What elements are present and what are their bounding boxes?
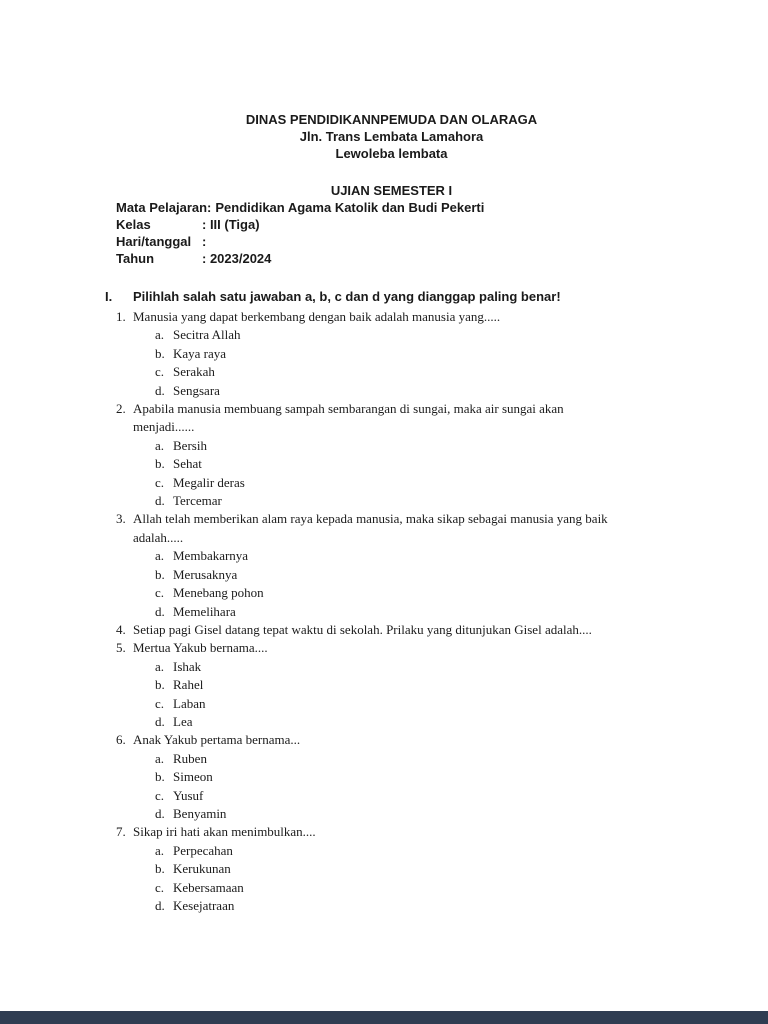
option-letter: c.: [155, 364, 165, 380]
question-number: 2.: [116, 401, 126, 417]
question-text: Setiap pagi Gisel datang tepat waktu di sekolah. Prilaku yang ditunjukan Gisel adalah....: [133, 621, 592, 637]
option-item: [155, 455, 618, 473]
option-item: [155, 676, 618, 694]
option-item: [155, 382, 618, 400]
option-letter: d.: [155, 382, 165, 398]
section-number: I.: [105, 289, 113, 304]
option-item: [155, 897, 618, 915]
option-letter: b.: [155, 769, 165, 785]
option-letter: b.: [155, 456, 165, 472]
meta-row-date: [116, 233, 678, 250]
question-number: 1.: [116, 309, 126, 324]
option-item: [155, 658, 618, 676]
option-list: [133, 547, 618, 621]
option-item: [155, 326, 618, 344]
option-text: Kaya raya: [173, 345, 227, 361]
section-heading: [105, 288, 678, 305]
address-line: Jln. Trans Lembata Lamahora: [299, 129, 484, 144]
question-number: 5.: [116, 640, 126, 656]
meta-value-class: : III (Tiga): [202, 217, 260, 232]
question-body: [133, 731, 618, 823]
option-letter: d.: [155, 713, 165, 729]
exam-meta: [116, 199, 678, 267]
option-letter: a.: [155, 658, 165, 674]
option-letter: d.: [155, 603, 165, 619]
option-item: [155, 345, 618, 363]
option-text: Perpecahan: [173, 842, 233, 858]
option-text: Secitra Allah: [173, 327, 241, 343]
exam-title: UJIAN SEMESTER I: [330, 183, 453, 198]
option-text: Memelihara: [173, 603, 236, 619]
question-list: [105, 308, 678, 915]
question-item: [105, 621, 678, 639]
org-name: DINAS PENDIDIKANNPEMUDA DAN OLARAGA: [245, 112, 538, 127]
meta-label-year: Tahun: [116, 251, 155, 266]
option-list: [133, 750, 618, 824]
option-letter: b.: [155, 345, 165, 361]
option-item: [155, 713, 618, 731]
option-text: Serakah: [173, 364, 215, 380]
option-letter: b.: [155, 677, 165, 693]
option-item: [155, 805, 618, 823]
option-letter: a.: [155, 327, 165, 343]
question-body: [133, 639, 618, 731]
option-text: Laban: [173, 695, 206, 711]
option-text: Kesejatraan: [173, 898, 235, 913]
option-text: Simeon: [173, 769, 213, 785]
meta-row-year: [116, 250, 678, 267]
meta-value-year: : 2023/2024: [202, 251, 272, 266]
option-item: [155, 547, 618, 565]
option-text: Yusuf: [173, 787, 204, 803]
question-body: [133, 400, 618, 510]
option-text: Megalir deras: [173, 474, 245, 490]
meta-row-subject: [116, 199, 678, 216]
question-text: Sikap iri hati akan menimbulkan....: [133, 824, 316, 840]
meta-label-class: Kelas: [116, 217, 151, 232]
question-body: [133, 823, 618, 915]
meta-label-date: Hari/tanggal: [116, 234, 192, 249]
option-text: Merusaknya: [173, 566, 238, 582]
option-letter: d.: [155, 493, 165, 509]
option-item: [155, 492, 618, 510]
option-text: Benyamin: [173, 805, 227, 821]
question-body: [133, 510, 618, 620]
meta-label-subject: Mata Pelajaran:: [116, 200, 212, 215]
option-item: [155, 603, 618, 621]
question-item: [105, 400, 678, 510]
option-item: [155, 787, 618, 805]
option-text: Ishak: [173, 658, 202, 674]
meta-value-subject: Pendidikan Agama Katolik dan Budi Pekerti: [215, 200, 485, 215]
question-number: 3.: [116, 511, 126, 527]
option-text: Kerukunan: [173, 861, 231, 877]
question-number: 4.: [116, 621, 126, 637]
option-text: Tercemar: [173, 493, 222, 509]
question-text: Manusia yang dapat berkembang dengan baik adalah manusia yang.....: [133, 309, 501, 324]
option-text: Menebang pohon: [173, 585, 264, 601]
option-letter: c.: [155, 879, 165, 895]
option-text: Sengsara: [173, 382, 220, 398]
city-line: Lewoleba lembata: [335, 146, 448, 161]
option-letter: a.: [155, 548, 165, 564]
option-letter: d.: [155, 805, 165, 821]
option-text: Sehat: [173, 456, 202, 472]
option-item: [155, 584, 618, 602]
option-text: Ruben: [173, 750, 207, 766]
option-letter: c.: [155, 474, 165, 490]
question-text: Allah telah memberikan alam raya kepada manusia, maka sikap sebagai manusia yang baik adalah.....: [133, 511, 608, 545]
option-item: [155, 842, 618, 860]
option-item: [155, 768, 618, 786]
question-text: Anak Yakub pertama bernama...: [133, 732, 301, 748]
question-body: [133, 308, 618, 400]
section-instruction: Pilihlah salah satu jawaban a, b, c dan d yang dianggap paling benar!: [133, 289, 561, 304]
option-item: [155, 695, 618, 713]
option-item: [155, 474, 618, 492]
option-letter: b.: [155, 566, 165, 582]
option-letter: d.: [155, 898, 165, 913]
option-text: Bersih: [173, 437, 207, 453]
option-item: [155, 750, 618, 768]
option-list: [133, 437, 618, 511]
option-letter: a.: [155, 750, 165, 766]
question-item: [105, 731, 678, 823]
option-text: Rahel: [173, 677, 204, 693]
option-item: [155, 860, 618, 878]
question-number: 6.: [116, 732, 126, 748]
question-item: [105, 308, 678, 400]
question-text: Mertua Yakub bernama....: [133, 640, 268, 656]
page-footer-bar: [0, 1011, 768, 1024]
option-item: [155, 879, 618, 897]
question-number: 7.: [116, 824, 126, 840]
option-text: Membakarnya: [173, 548, 249, 564]
option-list: [133, 326, 618, 400]
option-letter: c.: [155, 585, 165, 601]
question-body: [133, 621, 618, 639]
question-item: [105, 639, 678, 731]
meta-row-class: [116, 216, 678, 233]
option-list: [133, 842, 618, 916]
question-item: [105, 510, 678, 620]
option-item: [155, 437, 618, 455]
option-text: Kebersamaan: [173, 879, 244, 895]
option-item: [155, 363, 618, 381]
option-item: [155, 566, 618, 584]
question-item: [105, 823, 678, 915]
option-letter: c.: [155, 787, 165, 803]
option-letter: b.: [155, 861, 165, 877]
option-letter: a.: [155, 842, 165, 858]
option-letter: a.: [155, 437, 165, 453]
meta-value-date: :: [202, 234, 207, 249]
option-text: Lea: [173, 713, 193, 729]
option-list: [133, 658, 618, 732]
document-header: [105, 111, 678, 162]
question-text: Apabila manusia membuang sampah sembarangan di sungai, maka air sungai akan menjadi......: [133, 401, 564, 435]
option-letter: c.: [155, 695, 165, 711]
